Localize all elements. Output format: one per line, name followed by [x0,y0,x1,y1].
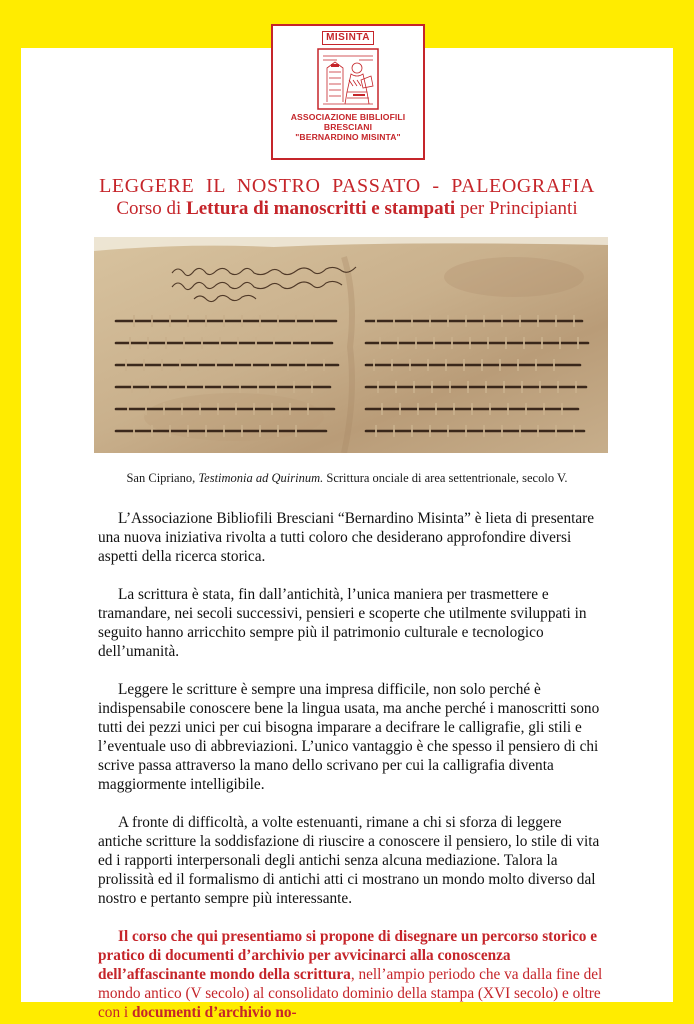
logo-wordmark: MISINTA [322,31,374,45]
page-title [0,174,694,220]
title-line-2: Corso di Lettura di manoscritti e stampati per Principianti [116,198,578,219]
body-text [98,509,604,1022]
title-line-1: LEGGERE IL NOSTRO PASSATO - PALEOGRAFIA [99,175,595,197]
paragraph-difficulty: A fronte di difficoltà, a volte estenuanti, rimane a chi si sforza di leggere antiche scritture la soddisfazione di riuscire a conoscere il pensiero, lo stile di vita ed i rapporti interpersonali degli antichi senza alcuna mediazione. Talora la prolissità ed il formalismo di antichi atti ci mostrano un mondo molto diverso dal nostro e pertanto sempre più interessante. [98,814,600,907]
association-logo [271,24,425,160]
paragraph-course: Il corso che qui presentiamo si propone di disegnare un percorso storico e pratico di documenti d’archivio per avvicinarci alla conoscenza dell’affascinante mondo della scrittura, nell’ampio periodo che va dalla fine del mondo antico (V secolo) al consolidato dominio della stampa (XVI secolo) e oltre con i documenti d’archivio no- [98,928,603,1021]
scribe-woodcut-icon [317,48,379,110]
manuscript-image [94,237,608,453]
paragraph-writing: La scrittura è stata, fin dall’antichità, l’unica maniera per trasmettere e tramandare, nei secoli successivi, pensieri e scoperte che utilmente sviluppati in seguito hanno arricchito sempre più il patrimonio culturale e tecnologico dell’umanità. [98,586,587,660]
image-caption: San Cipriano, Testimonia ad Quirinum. Scrittura onciale di area settentrionale, secolo V. [126,471,568,485]
paragraph-intro: L’Associazione Bibliofili Bresciani “Bernardino Misinta” è lieta di presentare una nuova iniziativa rivolta a tutti coloro che desiderano approfondire diversi aspetti della ricerca storica. [98,510,595,565]
logo-association-name: ASSOCIAZIONE BIBLIOFILI BRESCIANI "BERNARDINO MISINTA" [290,112,406,142]
paragraph-reading: Leggere le scritture è sempre una impresa difficile, non solo perché è indispensabile conoscere bene la lingua usata, ma anche perché i manoscritti sono tutti dei pezzi unici per cui bisogna imparare a decifrare le calligrafie, gli stili e l’eventuale uso di abbreviazioni. L’unico vantaggio è che spesso il pensiero di chi scrive passa attraverso la mano dello scrivano per cui la calligrafia diventa maggiormente intelligibile. [98,681,600,793]
